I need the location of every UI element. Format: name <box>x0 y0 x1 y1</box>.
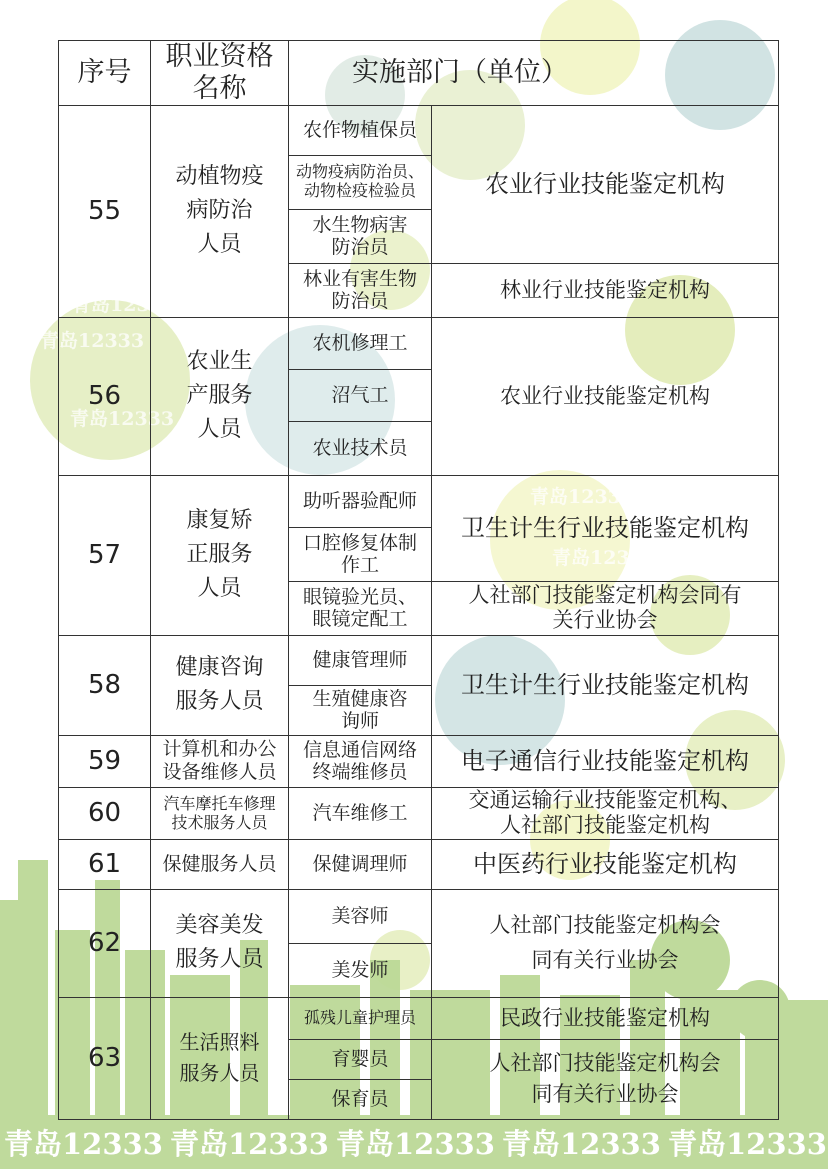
name-line: 健康咨询 <box>175 655 264 681</box>
table-row <box>59 105 779 155</box>
name-line: 康复矫 <box>186 508 253 534</box>
table-row <box>59 787 779 839</box>
job-line: 询师 <box>340 710 379 733</box>
dept-cell: 卫生计生行业技能鉴定机构 <box>432 475 779 581</box>
dept-line: 交通运输行业技能鉴定机构、 <box>468 788 742 813</box>
dept-cell <box>432 1039 779 1119</box>
table-row <box>59 839 779 889</box>
dept-cell: 中医药行业技能鉴定机构 <box>432 839 779 889</box>
job-line: 水生物病害 <box>312 213 408 236</box>
job-line: 口腔修复体制 <box>302 531 417 554</box>
job-cell <box>289 943 432 997</box>
job-cell <box>289 889 432 943</box>
job-cell <box>289 1039 432 1079</box>
name-line: 汽车摩托车修理 <box>163 794 276 814</box>
dept-line: 人社部门技能鉴定机构 <box>500 813 710 838</box>
name-line: 人员 <box>197 232 242 258</box>
dept-cell <box>432 787 779 839</box>
job-cell <box>289 421 432 475</box>
job-cell <box>289 475 432 527</box>
job-line: 眼镜定配工 <box>312 608 408 631</box>
row-seq: 61 <box>59 839 151 889</box>
job-line: 终端维修员 <box>312 761 408 784</box>
job-line: 保健调理师 <box>312 853 408 876</box>
dept-line: 人社部门技能鉴定机构会 <box>489 912 721 937</box>
watermark-strip <box>0 1122 828 1166</box>
row-seq: 62 <box>59 889 151 997</box>
dept-cell: 林业行业技能鉴定机构 <box>432 263 779 317</box>
row-name <box>151 839 289 889</box>
name-line: 人员 <box>197 417 242 443</box>
table-row <box>59 475 779 527</box>
table-row <box>59 997 779 1039</box>
job-line: 沼气工 <box>331 384 389 407</box>
name-line: 技术服务人员 <box>171 813 268 833</box>
dept-line: 同有关行业协会 <box>531 948 679 973</box>
dept-line: 人社部门技能鉴定机构会 <box>489 1050 721 1075</box>
job-cell <box>289 263 432 317</box>
row-seq: 63 <box>59 997 151 1119</box>
job-cell <box>289 735 432 787</box>
dept-cell: 卫生计生行业技能鉴定机构 <box>432 635 779 735</box>
row-seq: 56 <box>59 317 151 475</box>
name-line: 设备维修人员 <box>162 761 277 784</box>
job-line: 信息通信网络 <box>302 738 417 761</box>
table-row <box>59 635 779 685</box>
job-line: 健康管理师 <box>312 649 408 672</box>
row-name <box>151 787 289 839</box>
watermark-text: 青岛12333 <box>170 1127 329 1161</box>
table-row <box>59 735 779 787</box>
job-line: 防治员 <box>331 290 389 313</box>
row-name <box>151 475 289 635</box>
job-line: 农机修理工 <box>312 332 408 355</box>
job-cell <box>289 527 432 581</box>
header-name: 职业资格名称 <box>151 41 289 106</box>
job-line: 林业有害生物 <box>302 267 417 290</box>
job-cell <box>289 105 432 155</box>
job-cell <box>289 685 432 735</box>
job-line: 农作物植保员 <box>302 119 417 142</box>
dept-cell: 农业行业技能鉴定机构 <box>432 105 779 263</box>
header-seq: 序号 <box>59 41 151 106</box>
job-cell <box>289 155 432 209</box>
job-cell <box>289 1079 432 1119</box>
job-line: 作工 <box>340 554 379 577</box>
row-name <box>151 997 289 1119</box>
dept-line: 人社部门技能鉴定机构会同有 <box>468 583 742 608</box>
dept-cell: 民政行业技能鉴定机构 <box>432 997 779 1039</box>
job-line: 美发师 <box>331 959 389 982</box>
job-line: 动物检疫检验员 <box>303 181 416 201</box>
watermark-faint: 青岛12333 <box>72 294 177 316</box>
watermark-faint: 青岛12333 <box>552 547 657 569</box>
row-name <box>151 889 289 997</box>
job-line: 农业技术员 <box>312 437 408 460</box>
watermark-text: 青岛12333 <box>668 1127 827 1161</box>
dept-line: 关行业协会 <box>552 608 658 633</box>
job-line: 育婴员 <box>331 1048 389 1071</box>
row-name <box>151 317 289 475</box>
row-seq: 55 <box>59 105 151 317</box>
name-line: 服务人员 <box>175 689 264 715</box>
row-seq: 60 <box>59 787 151 839</box>
watermark-text: 青岛12333 <box>502 1127 661 1161</box>
job-cell <box>289 787 432 839</box>
table-row <box>59 317 779 369</box>
name-line: 计算机和办公 <box>162 738 277 761</box>
dept-cell <box>432 581 779 635</box>
row-name <box>151 105 289 317</box>
dept-line: 同有关行业协会 <box>531 1082 679 1107</box>
name-line: 产服务 <box>186 383 253 409</box>
name-line: 美容美发 <box>175 913 264 939</box>
watermark-text: 青岛12333 <box>4 1127 163 1161</box>
job-line: 孤残儿童护理员 <box>303 1007 416 1027</box>
name-line: 保健服务人员 <box>162 852 277 875</box>
job-cell <box>289 997 432 1039</box>
row-name <box>151 735 289 787</box>
job-line: 防治员 <box>331 236 389 259</box>
row-seq: 59 <box>59 735 151 787</box>
name-line: 服务人员 <box>175 947 264 973</box>
name-line: 正服务 <box>186 542 253 568</box>
job-line: 美容师 <box>331 905 389 928</box>
name-line: 人员 <box>197 576 242 602</box>
watermark-faint: 青岛12333 <box>530 486 635 508</box>
dept-cell <box>432 889 779 997</box>
dept-cell: 电子通信行业技能鉴定机构 <box>432 735 779 787</box>
qualification-table <box>58 40 779 1120</box>
name-line: 生活照料 <box>179 1030 260 1055</box>
dept-cell: 农业行业技能鉴定机构 <box>432 317 779 475</box>
table-row <box>59 889 779 943</box>
row-seq: 58 <box>59 635 151 735</box>
job-line: 助听器验配师 <box>302 490 417 513</box>
job-cell <box>289 839 432 889</box>
table-header-row <box>59 41 779 106</box>
watermark-text: 青岛12333 <box>336 1127 495 1161</box>
job-cell <box>289 369 432 421</box>
name-line: 农业生 <box>186 349 253 375</box>
job-cell <box>289 317 432 369</box>
name-line: 服务人员 <box>179 1061 260 1086</box>
job-line: 保育员 <box>331 1088 389 1111</box>
job-cell <box>289 635 432 685</box>
row-name <box>151 635 289 735</box>
job-cell <box>289 581 432 635</box>
job-line: 眼镜验光员、 <box>302 585 417 608</box>
name-line: 动植物疫 <box>175 164 264 190</box>
header-dept: 实施部门（单位） <box>289 41 779 106</box>
job-cell <box>289 209 432 263</box>
name-line: 病防治 <box>186 198 253 224</box>
job-line: 汽车维修工 <box>312 802 408 825</box>
row-seq: 57 <box>59 475 151 635</box>
job-line: 动物疫病防治员、 <box>295 162 424 182</box>
watermark-faint: 青岛12333 <box>70 408 175 430</box>
job-line: 生殖健康咨 <box>312 687 408 710</box>
watermark-faint: 青岛12333 <box>40 330 145 352</box>
